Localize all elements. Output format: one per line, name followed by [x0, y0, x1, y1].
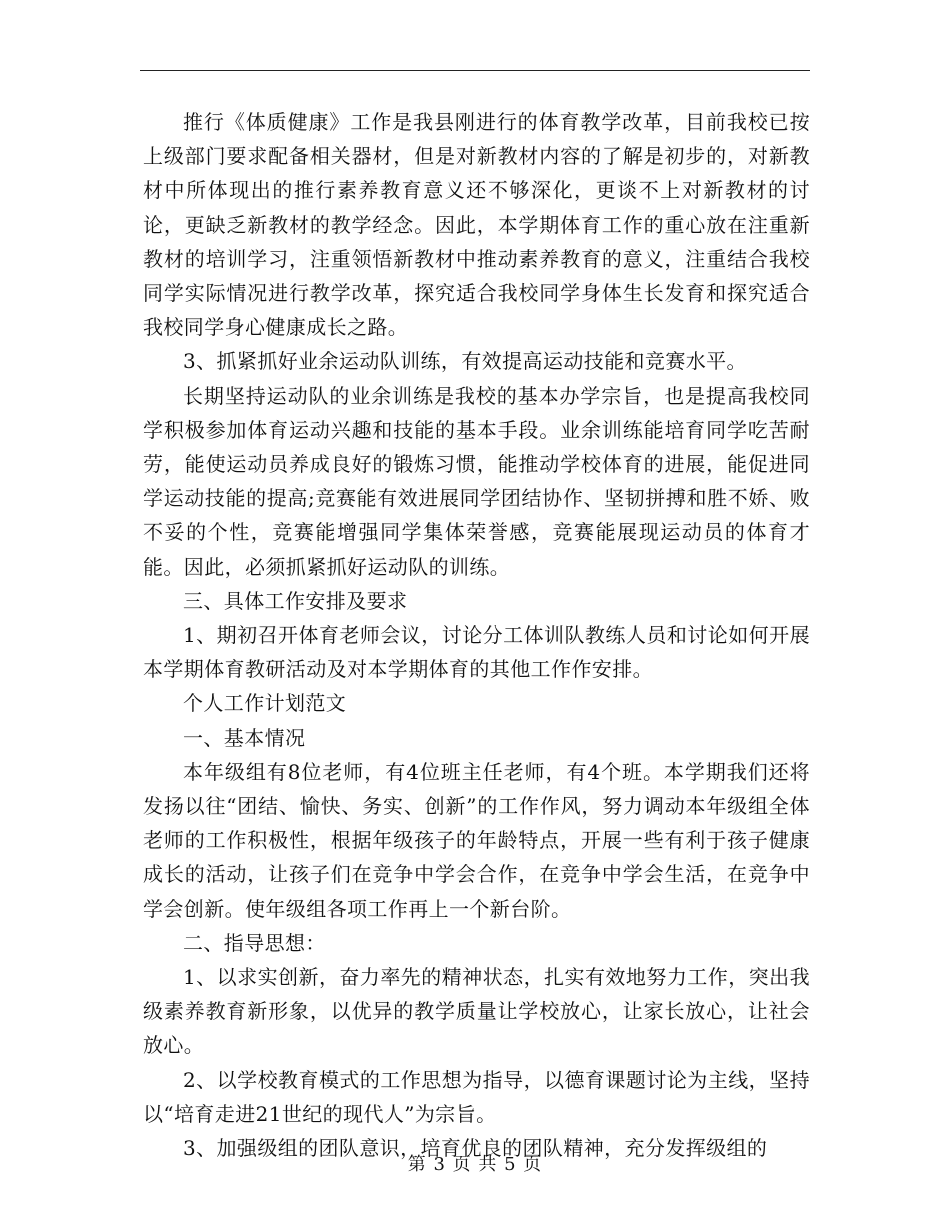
section-heading-basic-situation: 一、基本情况 — [183, 725, 306, 750]
paragraph-pe-reform: 推行《体质健康》工作是我县刚进行的体育教学改革，目前我校已按上级部门要求配备相关器材，但是对新教材内容的了解是初步的，对新教材中所体现出的推行素养教育意义还不够深化，更谈不上对新教材的讨论，更缺乏新教材的教学经念。因此，本学期体育工作的重心放在注重新教材的培训学习，注重领悟新教材中推动素养教育的意义，注重结合我校同学实际情况进行教学改革，探究适合我校同学身体生长发育和探究适合我校同学身心健康成长之路。 — [143, 110, 810, 340]
header-rule — [140, 70, 810, 71]
paragraph-grade-overview: 本年级组有8位老师，有4位班主任老师，有4个班。本学期我们还将发扬以往“团结、愉快、务实、创新”的工作作风，努力调动本年级组全体老师的工作积极性，根据年级孩子的年龄特点，开展一些有利于孩子健康成长的活动，让孩子们在竞争中学会合作，在竞争中学会生活，在竞争中学会创新。使年级组各项工作再上一个新台阶。 — [143, 759, 810, 921]
paragraph-teacher-meeting: 1、期初召开体育老师会议，讨论分工体训队教练人员和讨论如何开展本学期体育教研活动及对本学期体育的其他工作作安排。 — [143, 623, 810, 682]
section-heading-guiding-ideas: 二、指导思想： — [183, 930, 326, 955]
section-title-personal-plan: 个人工作计划范文 — [183, 691, 347, 716]
paragraph-guiding-1: 1、以求实创新，奋力率先的精神状态，扎实有效地努力工作，突出我级素养教育新形象，以优异的教学质量让学校放心，让家长放心，让社会放心。 — [143, 965, 810, 1058]
paragraph-training-purpose: 长期坚持运动队的业余训练是我校的基本办学宗旨，也是提高我校同学积极参加体育运动兴趣和技能的基本手段。业余训练能培育同学吃苦耐劳，能使运动员养成良好的锻炼习惯，能推动学校体育的进展，能促进同学运动技能的提高;竞赛能有效进展同学团结协作、坚韧拼搏和胜不娇、败不妥的个性，竞赛能增强同学集体荣誉感，竞赛能展现运动员的体育才能。因此，必须抓紧抓好运动队的训练。 — [143, 383, 810, 579]
document-body — [143, 105, 810, 1165]
page-number-footer: 第 3 页 共 5 页 — [407, 1154, 543, 1175]
paragraph-guiding-3: 3、加强级组的团队意识，培育优良的团队精神，充分发挥级组的 — [183, 1136, 768, 1161]
paragraph-guiding-2: 2、以学校教育模式的工作思想为指导，以德育课题讨论为主线，坚持以“培育走进21世纪的现代人”为宗旨。 — [143, 1067, 810, 1126]
section-heading-arrangements: 三、具体工作安排及要求 — [183, 588, 408, 613]
paragraph-item-3-training: 3、抓紧抓好业余运动队训练，有效提高运动技能和竞赛水平。 — [183, 349, 747, 374]
